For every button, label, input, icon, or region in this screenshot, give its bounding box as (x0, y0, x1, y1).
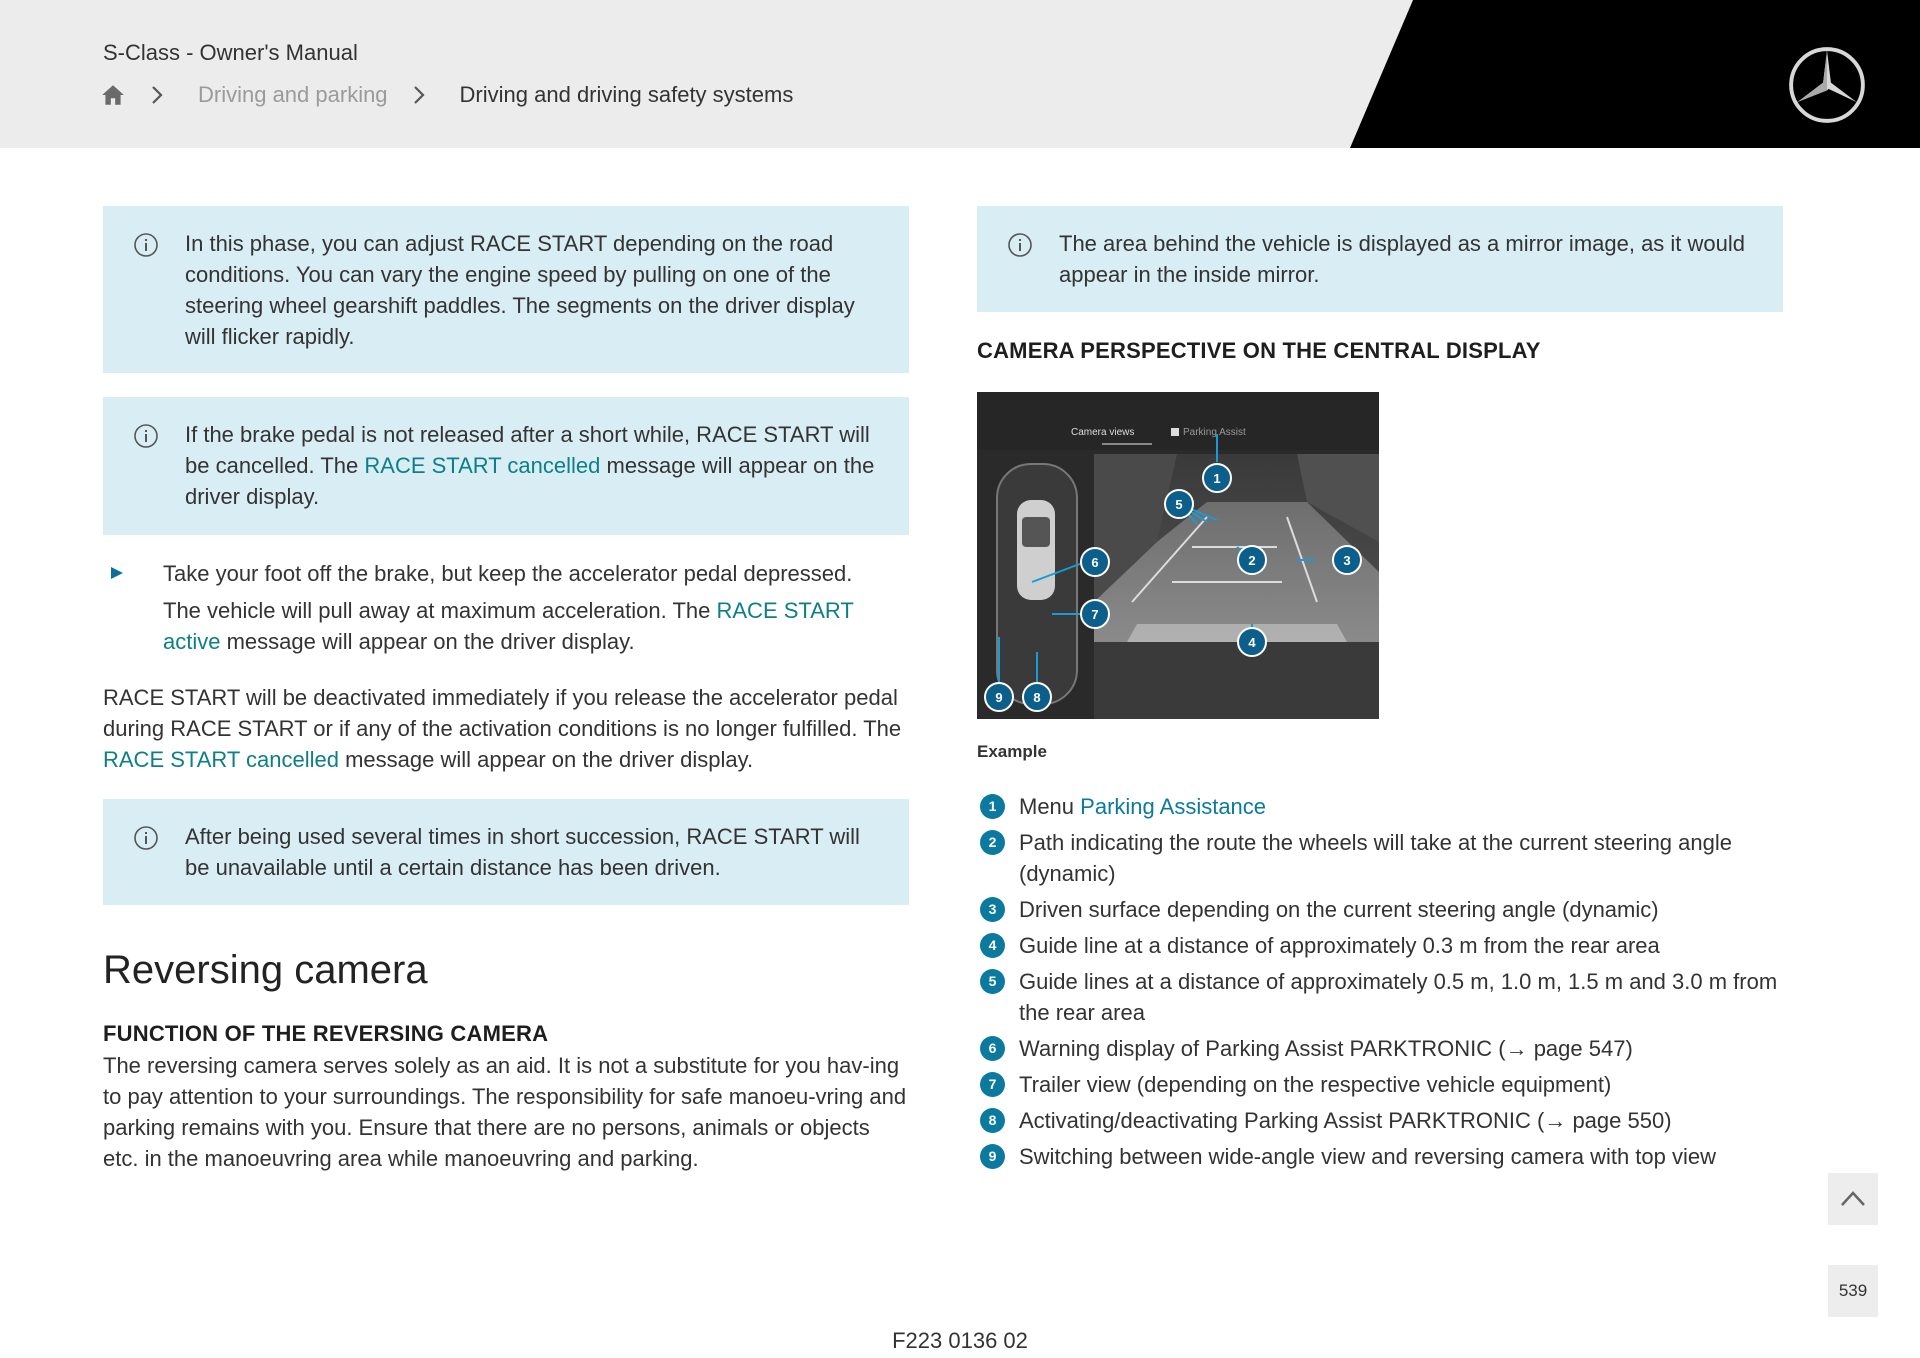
subheading-camera-perspective: CAMERA PERSPECTIVE ON THE CENTRAL DISPLAY (977, 338, 1541, 363)
home-icon[interactable] (100, 82, 126, 108)
message-race-start-cancelled: RACE START cancelled (364, 453, 601, 478)
legend-number-3: 3 (980, 897, 1005, 922)
legend-item: 4 Guide line at a distance of approximately 0.3 m from the rear area (977, 930, 1797, 961)
step-result: The vehicle will pull away at maximum acceleration. The RACE START active message will appear on the driver display. (163, 598, 854, 654)
scroll-to-top-button[interactable] (1828, 1173, 1878, 1225)
camera-illustration (977, 392, 1379, 719)
figure-code: F223 0136 02 (892, 1328, 1028, 1353)
info-note-adjust-race-start (103, 206, 909, 373)
paragraph-deactivation: RACE START will be deactivated immediately if you release the accelerator pedal during RACE START or if any of the activation conditions is no longer fulfilled. The RACE START cancelled message will appear on the driver display. (103, 685, 902, 772)
breadcrumb-item-driving-and-parking[interactable]: Driving and parking (198, 82, 388, 107)
legend-item: 8 Activating/deactivating Parking Assist PARKTRONIC (→ page 550) (977, 1105, 1797, 1136)
camera-display-image (977, 392, 1379, 719)
subheading-function: FUNCTION OF THE REVERSING CAMERA (103, 1021, 549, 1046)
chevron-right-icon (412, 84, 426, 106)
chevron-up-icon (1828, 1173, 1878, 1225)
link-parking-assistance[interactable]: Parking Assistance (1080, 794, 1267, 819)
info-note-mirror-image (977, 206, 1783, 312)
info-note-brake-pedal (103, 397, 909, 535)
info-text: In this phase, you can adjust RACE START depending on the road conditions. You can vary the engine speed by pulling on one of the steering wheel gearshift paddles. The segments on the driver display will flicker rapidly. (185, 231, 855, 349)
callout-2: 2 (1248, 553, 1256, 568)
camera-tab-parking-assist: Parking Assist (1183, 427, 1246, 438)
function-text: The reversing camera serves solely as an aid. It is not a substitute for you hav-ing to pay attention to your surroundings. The responsibility for safe manoeu-vring and parking remains with you. Ensure that there are no persons, animals or objects etc. in the manoeuvring area while manoeuvring and parking. (103, 1053, 907, 1171)
camera-tab-camera-views: Camera views (1071, 427, 1135, 438)
legend-item: 9 Switching between wide-angle view and reversing camera with top view (977, 1141, 1797, 1172)
callout-5: 5 (1175, 497, 1183, 512)
page-number-button[interactable]: 539 (1828, 1265, 1878, 1317)
legend-number-6: 6 (980, 1036, 1005, 1061)
legend-number-5: 5 (980, 969, 1005, 994)
legend-item: 7 Trailer view (depending on the respective vehicle equipment) (977, 1069, 1797, 1100)
mercedes-star-logo[interactable] (1788, 46, 1866, 124)
legend-item: 1 Menu Parking Assistance (977, 791, 1797, 822)
legend-item: 5 Guide lines at a distance of approximately 0.5 m, 1.0 m, 1.5 m and 3.0 m from the rear area (977, 966, 1797, 1028)
section-title: Reversing camera (103, 948, 428, 992)
info-note-unavailable (103, 799, 909, 905)
callout-3: 3 (1343, 553, 1351, 568)
callout-legend (977, 791, 1797, 1177)
manual-title: S-Class - Owner's Manual (103, 40, 358, 65)
step-instruction: Take your foot off the brake, but keep the accelerator pedal depressed. (163, 561, 853, 586)
info-icon (133, 423, 159, 449)
callout-6: 6 (1091, 555, 1099, 570)
legend-item: 3 Driven surface depending on the current steering angle (dynamic) (977, 894, 1797, 925)
info-text: The area behind the vehicle is displayed as a mirror image, as it would appear in the inside mirror. (1059, 231, 1746, 287)
info-icon (133, 825, 159, 851)
message-race-start-cancelled: RACE START cancelled (103, 747, 339, 772)
page-header (0, 0, 1920, 148)
info-icon (1007, 232, 1033, 258)
chevron-right-icon (150, 84, 164, 106)
legend-number-9: 9 (980, 1144, 1005, 1169)
legend-item: 6 Warning display of Parking Assist PARKTRONIC (→ page 547) (977, 1033, 1797, 1064)
breadcrumb-item-current: Driving and driving safety systems (459, 82, 794, 107)
info-icon (133, 232, 159, 258)
legend-number-8: 8 (980, 1108, 1005, 1133)
callout-1: 1 (1213, 471, 1221, 486)
legend-item: 2 Path indicating the route the wheels will take at the current steering angle (dynamic) (977, 827, 1797, 889)
image-caption: Example (977, 742, 1047, 761)
legend-number-4: 4 (980, 933, 1005, 958)
legend-number-2: 2 (980, 830, 1005, 855)
callout-8: 8 (1033, 690, 1041, 705)
callout-9: 9 (995, 690, 1003, 705)
message-race-start-active: RACE START active (163, 598, 854, 654)
info-text: After being used several times in short succession, RACE START will be unavailable until a certain distance has been driven. (185, 824, 860, 880)
legend-number-7: 7 (980, 1072, 1005, 1097)
step-arrow-icon (110, 566, 124, 580)
callout-4: 4 (1248, 635, 1256, 650)
callout-7: 7 (1091, 607, 1099, 622)
legend-number-1: 1 (980, 794, 1005, 819)
breadcrumb (100, 82, 793, 108)
info-text: If the brake pedal is not released after a short while, RACE START will be cancelled. The RACE START cancelled message will appear on the driver display. (185, 422, 875, 509)
